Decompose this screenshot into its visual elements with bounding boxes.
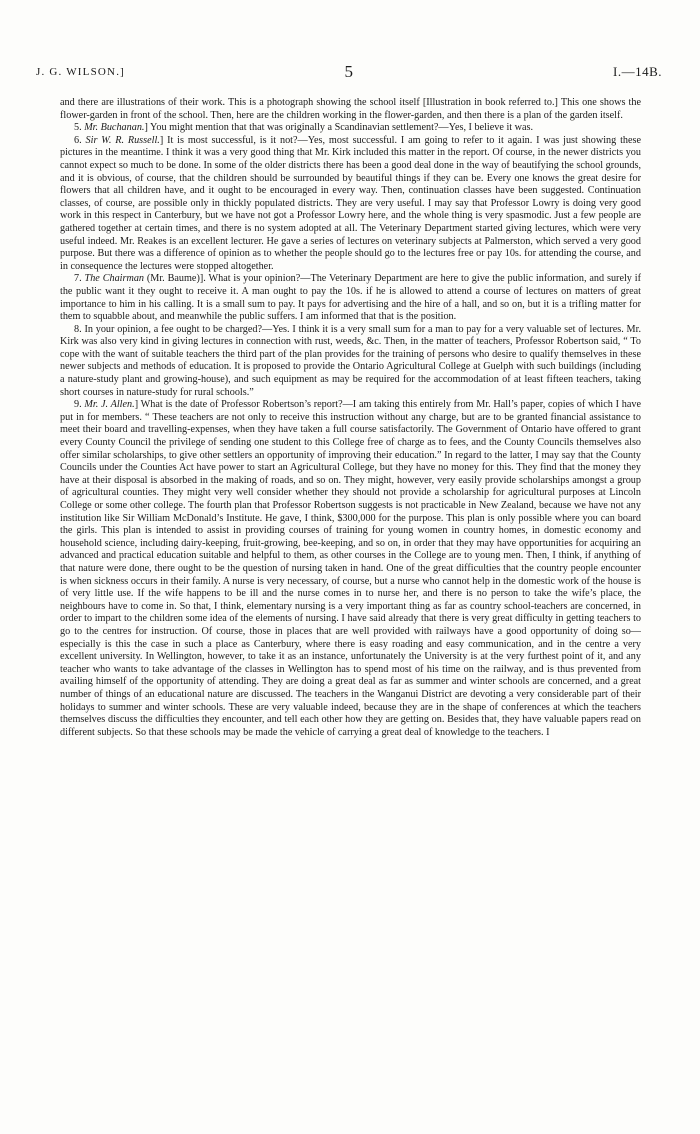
paragraph-text: (Mr. Baume)]. What is your opinion?—The Veterinary Department are here to give the public information, and surely if the public want it they ought to receive it. A man ought to pay the 10s. if he is allowed to attend a course of lectures on matters of great importance to him in his calling. It is a small sum to pay. It pays for advertising and the hire of a hall, and so on, but it is a trifling matter for them to squabble about, and meanwhile the public suffers. I am informed that that is the position. xyxy=(60,273,642,323)
question-5 xyxy=(60,122,641,135)
speaker-name: The Chairman xyxy=(84,273,145,285)
paragraph-continuation xyxy=(60,97,641,122)
speaker-name: Sir W. R. Russell. xyxy=(85,134,160,146)
paragraph-text: ] It is most successful, is it not?—Yes, most successful. I am going to refer to it again. I was just showing these pictures in the meantime. I think it was a very good thing that Mr. Kirk included this matter in the report. Of course, in the newer districts you cannot expect so much to be done. In some of the older districts there has been a good deal done in the way of beautifying the school grounds, and it is obvious, of course, that the children should be surrounded by beautiful things if they can be. Every one knows the great desire for flowers that all children have, and it ought to be encouraged in every way. Then, continuation classes have been suggested. Continuation classes, of course, are possible only in thickly populated districts. They are very useful. I may say that Professor Lowry is doing very good work in this respect in Canterbury, but we have not got a Professor Lowry here, and the whole thing is very spasmodic. Just a few people are gathered together at certain times, and there is no system adopted at all. The Veterinary Department started giving lectures, which were very useful indeed. Mr. Reakes is an excellent lecturer. He gave a series of lectures on veterinary subjects at Palmerston, which served a very good purpose. But there was a difference of opinion as to whether the people should go to the lectures free or pay 10s. for attending the course, and in consequence the lectures were stopped altogether. xyxy=(60,134,642,272)
running-head xyxy=(36,62,662,82)
question-number: 5. xyxy=(74,122,85,134)
paragraph-text: ] You might mention that that was originally a Scandinavian settlement?—Yes, I believe it was. xyxy=(144,122,534,134)
paragraph-text: and there are illustrations of their work. This is a photograph showing the school itself [Illustration in book referred to.] This one shows the flower-garden in front of the school. Then, here are the children working in the flower-garden, and then there is a plan of the garden itself. xyxy=(60,97,641,121)
speaker-name: Mr. J. Allen. xyxy=(84,399,135,411)
document-reference: I.—14B. xyxy=(613,64,662,79)
speaker-name: Mr. Buchanan. xyxy=(84,122,145,134)
question-9 xyxy=(60,399,641,739)
question-7 xyxy=(60,273,641,323)
question-number: 6. xyxy=(74,134,86,146)
question-6 xyxy=(60,135,641,274)
question-number: 7. xyxy=(74,273,85,285)
question-number: 9. xyxy=(74,399,85,411)
paragraph-text: 8. In your opinion, a fee ought to be charged?—Yes. I think it is a very small sum for a man to pay for a very valuable set of lectures. Mr. Kirk was also very kind in giving lectures in connection with rust, weeds, &c. Then, in the matter of teachers, Professor Robertson said, “ To cope with the want of suitable teachers the third part of the plan provides for the training of persons who desire to qualify themselves in these newer subjects and methods of education. It is proposed to provide the Ontario Agricultural College at Guelph with such buildings (including a nature-study plant and growing-house), and such equipment as may be required for the accommodation of at least fifteen teachers, taking short courses in nature-study for rural schools.” xyxy=(60,323,641,398)
page-number: 5 xyxy=(344,62,354,81)
body-text xyxy=(60,97,641,739)
question-8 xyxy=(60,324,641,400)
paragraph-text: ] What is the date of Professor Robertson’s report?—I am taking this entirely from Mr. Hall’s paper, copies of which I have put in for members. “ These teachers are not only to receive this instruction without any charge, but are to be granted financial assistance to meet their board and travelling-expenses, when they have taken a full course satisfactorily. The Government of Ontario have offered to grant every County Council the privilege of sending one student to this College free of charge as to fees, and the County Councils themselves also offer similar scholarships, to give other settlers an opportunity of improving their education.” In regard to the latter, I may say that the County Councils under the Counties Act have power to start an Agricultural College, but they have no money for this. They find that the money they have at their disposal is absorbed in the making of roads, and so on. They might, however, very easily provide scholarships amongst a group of agricultural counties. They might very well consider whether they should not provide a scholarship for agricultural purposes at Lincoln College or some other college. The fourth plan that Professor Robertson suggests is not practicable in New Zealand, because we have not any institution like Sir William McDonald’s Institute. He gave, I think, $300,000 for the purpose. This plan is only possible where you can board the girls. This plan is intended to assist in providing courses of training for young women in country homes, in domestic economy and household science, including dairy-keeping, fruit-growing, bee-keeping, and so on, in order that they may have opportunities for acquiring an advanced and practical education suitable and helpful to them, as other courses in the College are to young men. Then, I think, if anything of that nature were done, there ought to be the question of nursing taken in hand. One of the great difficulties that the country people encounter is when sickness occurs in their family. A nurse is very necessary, of course, but a nurse who cannot help in the domestic work of the house is of very little use. If the wife happens to be ill and the nurse comes in to nurse her, and there is no person to take the wife’s place, the neighbours have to come in. So that, I think, elementary nursing is a very important thing as far as country school-teachers are concerned, in order to impart to the children some idea of the elements of nursing. I have said already that there is very great difficulty in getting teachers to go to the centres for instruction. Of course, those in places that are well provided with railways have a good opportunity of doing so—especially is this the case in such a place as Canterbury, where there is easy roading and easy communication, and in the centre a very excellent university. In Wellington, however, to take it as an instance, unfortunately the University is at the very furthest point of it, and any teacher who wants to take advantage of the classes in Wellington has to spend most of his time on the railway, and is thus prevented from availing himself of the opportunity of attending. They are doing a great deal as far as summer and winter schools are concerned, and a great number of things of an educational nature are discussed. The teachers in the Wanganui District are devoting a very considerable part of their holidays to summer and winter schools. These are very valuable indeed, because they are in the shape of conferences at which the teachers themselves discuss the difficulties they encounter, and tell each other how they are getting on. Besides that, they have valuable papers read on different subjects. So that these schools may be made the vehicle of carrying a great deal of knowledge to the teachers. I xyxy=(60,399,641,738)
header-author: J. G. WILSON.] xyxy=(36,66,126,78)
